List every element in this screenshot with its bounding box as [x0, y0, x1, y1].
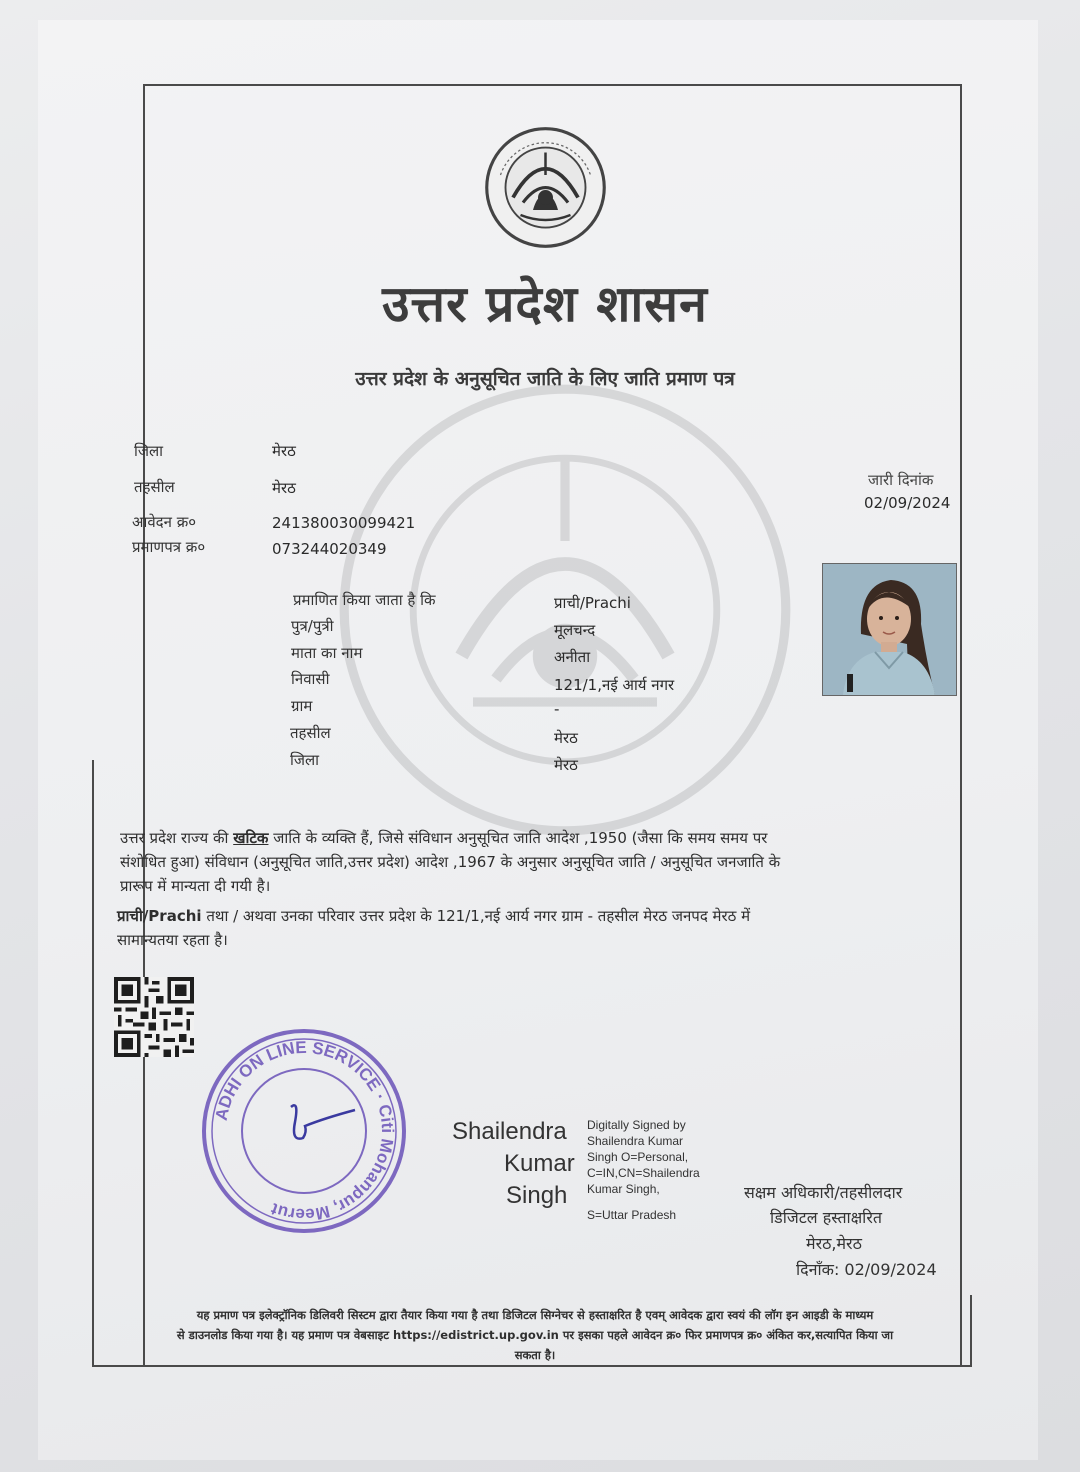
- footer-line3: सकता है।: [514, 1348, 556, 1362]
- mother-label: माता का नाम: [291, 644, 363, 662]
- government-title: उत्तर प्रदेश शासन: [382, 274, 708, 333]
- caste-name: खटिक: [233, 829, 269, 847]
- issue-date-label: जारी दिनांक: [868, 471, 934, 489]
- digital-sign-line1: Digitally Signed by: [587, 1118, 686, 1132]
- person-tehsil-label: तहसील: [290, 724, 331, 742]
- certificate-no-value: 073244020349: [272, 540, 387, 558]
- certified-label: प्रमाणित किया जाता है कि: [293, 591, 436, 609]
- digital-sign-line6: S=Uttar Pradesh: [587, 1208, 677, 1222]
- circular-seal-icon: [195, 1022, 413, 1240]
- district-value: मेरठ: [272, 442, 296, 460]
- para-line1-rest: जाति के व्यक्ति हैं, जिसे संविधान अनुसूचित जाति आदेश ,1950 (जैसा कि समय समय पर: [268, 829, 768, 847]
- authority-title: सक्षम अधिकारी/तहसीलदार: [744, 1183, 903, 1202]
- applicant-name: प्राची/Prachi: [554, 594, 631, 612]
- father-name: मूलचन्द: [554, 621, 596, 639]
- residence-line1: तथा / अथवा उनका परिवार उत्तर प्रदेश के 121/1,नई आर्य नगर ग्राम - तहसील मेरठ जनपद मेरठ में: [201, 907, 751, 925]
- para-line2: संशोधित हुआ) संविधान (अनुसूचित जाति,उत्तर प्रदेश) आदेश ,1967 के अनुसार अनुसूचित जाति / अनुसूचित जनजाति के: [120, 853, 781, 871]
- qr-code-icon: [113, 977, 195, 1057]
- person-district-label: जिला: [290, 751, 320, 769]
- district-label: जिला: [134, 442, 164, 460]
- person-silhouette-icon: [823, 564, 956, 695]
- digital-sign-line2: Shailendra Kumar: [587, 1134, 684, 1148]
- address-value: 121/1,नई आर्य नगर: [554, 676, 675, 694]
- seal-text: ADHI ON LINE SERVICE · Citi Mohanpur, Meerut: [211, 1037, 398, 1225]
- digital-sign-line4: C=IN,CN=Shailendra: [587, 1166, 700, 1180]
- residence-line2: सामान्यतया रहता है।: [117, 931, 228, 949]
- signer-name-line1: Shailendra: [452, 1118, 567, 1145]
- tehsil-value: मेरठ: [272, 479, 296, 497]
- application-no-label: आवेदन क्र०: [132, 513, 197, 531]
- authority-date: दिनाँक: 02/09/2024: [796, 1260, 937, 1279]
- residence-paragraph: [117, 904, 937, 952]
- village-label: ग्राम: [291, 697, 313, 715]
- footer-line2: से डाउनलोड किया गया है। यह प्रमाण पत्र वेबसाइट https://edistrict.up.gov.in पर इसका पहले आवेदन क्र० फिर प्रमाणपत्र क्र० अंकित कर,सत्यापित किया जा: [176, 1328, 894, 1342]
- certificate-no-label: प्रमाणपत्र क्र०: [132, 538, 206, 556]
- person-tehsil-value: मेरठ: [554, 729, 578, 747]
- authority-digital: डिजिटल हस्ताक्षरित: [770, 1208, 882, 1227]
- residence-name: प्राची/Prachi: [117, 907, 202, 925]
- certificate-border-left-lower: [92, 760, 94, 1365]
- para-intro: उत्तर प्रदेश राज्य की: [120, 829, 234, 847]
- authority-location: मेरठ,मेरठ: [806, 1234, 862, 1253]
- issue-date-value: 02/09/2024: [864, 494, 951, 512]
- application-no-value: 241380030099421: [272, 514, 416, 532]
- resident-label: निवासी: [291, 670, 330, 688]
- signer-name-line2: Kumar: [504, 1150, 575, 1177]
- caste-paragraph: [120, 826, 940, 898]
- digital-sign-line3: Singh O=Personal,: [587, 1150, 689, 1164]
- certificate-title: उत्तर प्रदेश के अनुसूचित जाति के लिए जाति प्रमाण पत्र: [355, 368, 735, 390]
- tehsil-label: तहसील: [134, 478, 175, 496]
- mother-name: अनीता: [554, 648, 591, 666]
- signer-name-line3: Singh: [506, 1182, 568, 1209]
- applicant-photo: [822, 563, 957, 696]
- digital-sign-line5: Kumar Singh,: [587, 1182, 660, 1196]
- certificate-footer: [100, 1305, 970, 1365]
- para-line3: प्रारूप में मान्यता दी गयी है।: [120, 877, 271, 895]
- child-of-label: पुत्र/पुत्री: [291, 617, 334, 635]
- village-value: -: [554, 700, 560, 718]
- person-district-value: मेरठ: [554, 756, 578, 774]
- footer-line1: यह प्रमाण पत्र इलेक्ट्रॉनिक डिलिवरी सिस्टम द्वारा तैयार किया गया है तथा डिजिटल सिग्नेचर से हस्ताक्षरित है एवम् आवेदक द्वारा स्वयं की लॉग इन आइडी के माध्यम: [196, 1308, 874, 1322]
- up-emblem-icon: [483, 125, 608, 250]
